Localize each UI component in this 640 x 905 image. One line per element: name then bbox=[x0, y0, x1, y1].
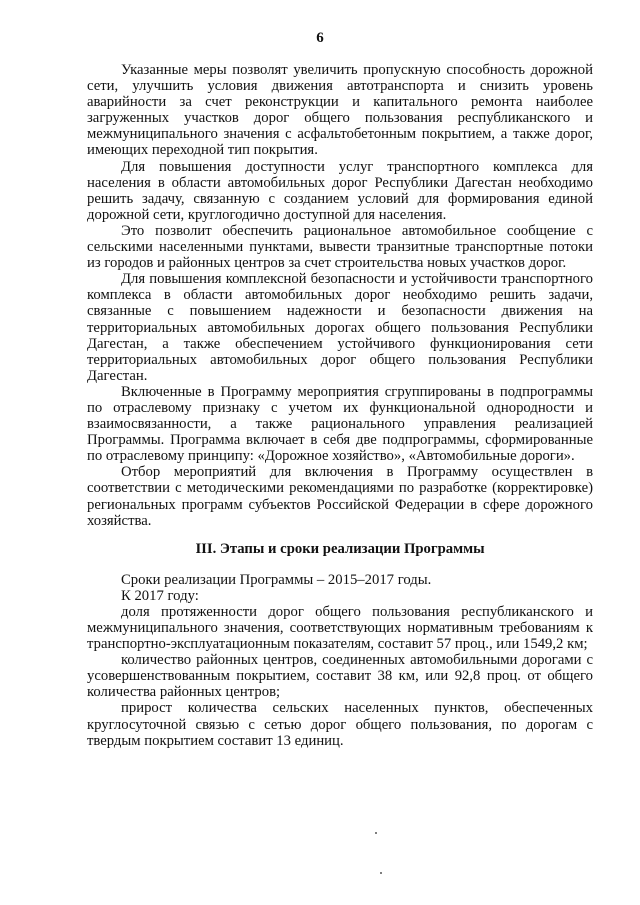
page-number: 6 bbox=[316, 30, 324, 46]
paragraph: количество районных центров, соединенных автомобильными дорогами с усовершенствованным покрытием, составит 38 км, или 92,8 проц. от общего количества районных центров; bbox=[87, 652, 593, 701]
document-body bbox=[87, 62, 593, 749]
paragraph: доля протяженности дорог общего пользования республиканского и межмуниципального значения, соответствующих нормативным требованиям к транспортно-эксплуатационным показателям, составит 57 проц., или 1549,2 км; bbox=[87, 603, 593, 653]
section-title: III. Этапы и сроки реализации Программы bbox=[195, 540, 485, 557]
paragraph: Включенные в Программу мероприятия сгруппированы в подпрограммы по отраслевому признаку с учетом их функциональной однородности и взаимосвязанности, а также рационального управления реализацией Программы. Программа включает в себя две подпрограммы, сформированные по отраслевому принципу: «Дорожное хозяйство», «Автомобильные дороги». bbox=[87, 383, 593, 465]
paragraph: Это позволит обеспечить рациональное автомобильное сообщение с сельскими населенными пунктами, вывести транзитные транспортные потоки из городов и районных центров за счет строительства новых участков дорог. bbox=[87, 222, 593, 272]
paragraph: Для повышения комплексной безопасности и устойчивости транспортного комплекса в области автомобильных дорог необходимо решить задачи, связанные с повышением надежности и безопасности движения на территориальных автомобильных дорогах общего пользования Республики Дагестан, а также обеспечением устойчивого функционирования сети территориальных автомобильных дорог общего пользования Республики Дагестан. bbox=[87, 271, 593, 384]
paragraph: Сроки реализации Программы – 2015–2017 годы. bbox=[121, 571, 432, 588]
paragraph: Для повышения доступности услуг транспортного комплекса для населения в области автомобильных дорог Республики Дагестан необходимо решить задачу, связанную с созданием условий для формирования единой дорожной сети, круглогодично доступной для населения. bbox=[87, 158, 593, 223]
paragraph: К 2017 году: bbox=[121, 587, 199, 604]
paragraph: Отбор мероприятий для включения в Программу осуществлен в соответствии с методическими рекомендациями по разработке (корректировке) региональных программ субъектов Российской Федерации в сфере дорожного хозяйства. bbox=[87, 464, 593, 529]
scan-speck bbox=[375, 832, 377, 834]
scan-speck bbox=[380, 872, 382, 874]
paragraph: Указанные меры позволят увеличить пропускную способность дорожной сети, улучшить условия движения автотранспорта и снизить уровень аварийности за счет реконструкции и капитального ремонта наиболее загруженных участков дорог общего пользования республиканского и межмуниципального значения с асфальтобетонным покрытием, а также дорог, имеющих переходной тип покрытия. bbox=[87, 62, 593, 159]
paragraph: прирост количества сельских населенных пунктов, обеспеченных круглосуточной связью с сетью дорог общего пользования, по дорогам с твердым покрытием составит 13 единиц. bbox=[87, 700, 593, 749]
